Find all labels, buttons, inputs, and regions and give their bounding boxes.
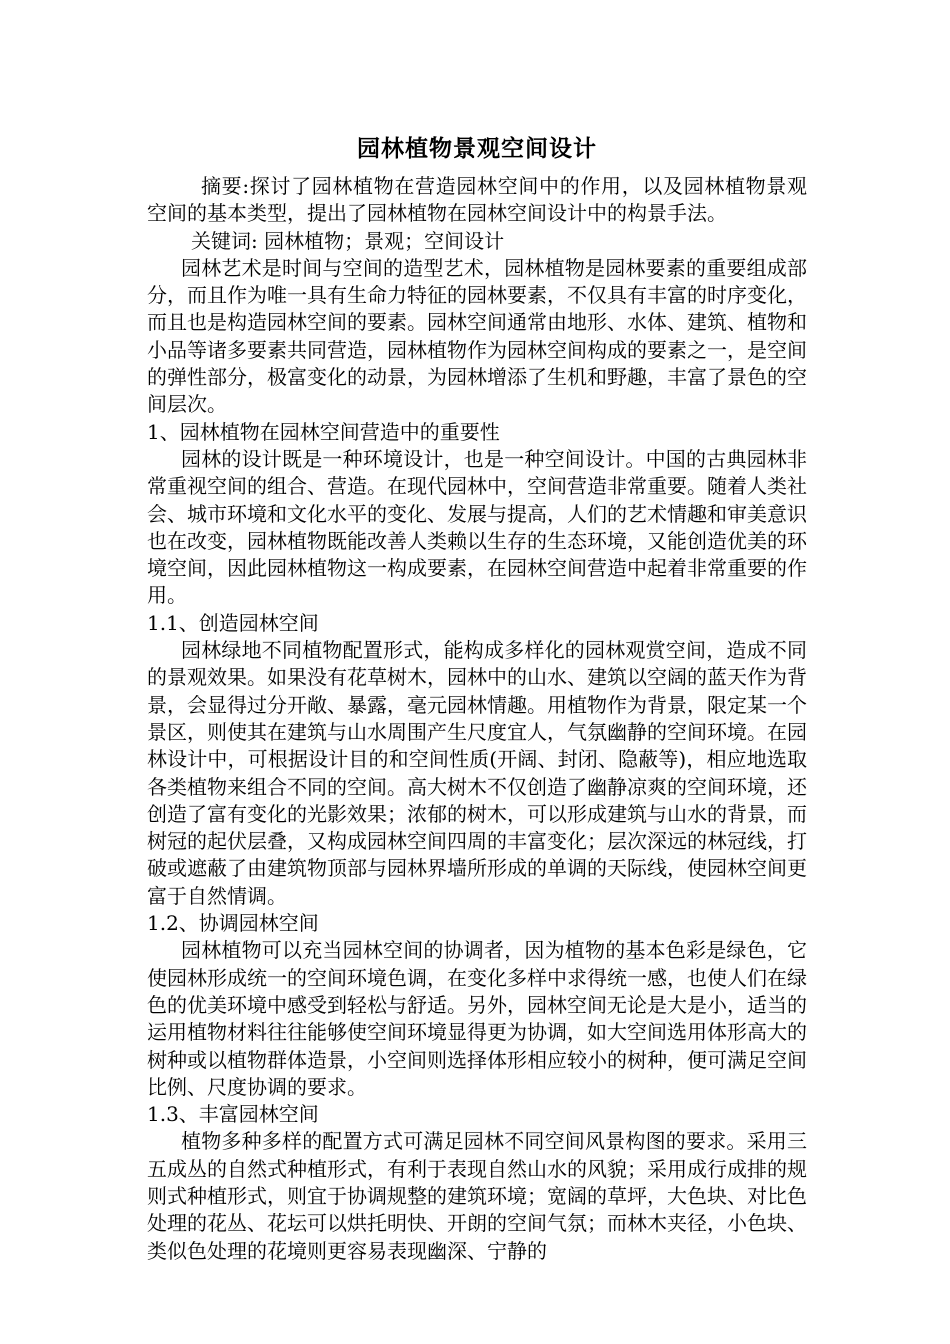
section-1-heading: 1、园林植物在园林空间营造中的重要性	[147, 419, 500, 444]
document-body	[147, 133, 807, 1265]
section-1-2-paragraph: 园林植物可以充当园林空间的协调者，因为植物的基本色彩是绿色，它使园林形成统一的空间环境色调，在变化多样中求得统一感，也使人们在绿色的优美环境中感受到轻松与舒适。另外，园林空间无论是大是小，适当的运用植物材料往往能够使空间环境显得更为协调，如大空间选用体形高大的树种或以植物群体造景，小空间则选择体形相应较小的树种，便可满足空间比例、尺度协调的要求。	[147, 938, 807, 1099]
abstract-label: 摘要:	[201, 174, 250, 198]
keywords-label: 关键词:	[191, 228, 258, 253]
section-1-1-heading: 1.1、创造园林空间	[147, 610, 319, 635]
keywords-text: 园林植物；景观；空间设计	[264, 228, 505, 253]
section-1-2-heading: 1.2、协调园林空间	[147, 911, 319, 936]
section-1-3-paragraph: 植物多种多样的配置方式可满足园林不同空间风景构图的要求。采用三五成丛的自然式种植形式，有利于表现自然山水的风貌；采用成行成排的规则式种植形式，则宜于协调规整的建筑环境；宽阔的草坪，大色块、对比色处理的花丛、花坛可以烘托明快、开朗的空间气氛；而林木夹径，小色块、类似色处理的花境则更容易表现幽深、宁静的	[147, 1129, 807, 1263]
intro-paragraph: 园林艺术是时间与空间的造型艺术，园林植物是园林要素的重要组成部分，而且作为唯一具有生命力特征的园林要素，不仅具有丰富的时序变化，而且也是构造园林空间的要素。园林空间通常由地形、水体、建筑、植物和小品等诸多要素共同营造，园林植物作为园林空间构成的要素之一，是空间的弹性部分，极富变化的动景，为园林增添了生机和野趣，丰富了景色的空间层次。	[147, 255, 807, 417]
section-1-3-heading: 1.3、丰富园林空间	[147, 1102, 319, 1127]
keywords-paragraph	[147, 228, 807, 255]
document-title: 园林植物景观空间设计	[357, 136, 597, 162]
abstract-text: 探讨了园林植物在营造园林空间中的作用，以及园林植物景观空间的基本类型，提出了园林植物在园林空间设计中的构景手法。	[147, 174, 808, 226]
abstract-paragraph	[147, 173, 807, 228]
section-1-1-paragraph: 园林绿地不同植物配置形式，能构成多样化的园林观赏空间，造成不同的景观效果。如果没有花草树木，园林中的山水、建筑以空阔的蓝天作为背景，会显得过分开敞、暴露，毫元园林情趣。用植物作为背景，限定某一个景区，则使其在建筑与山水周围产生尺度宜人，气氛幽静的空间环境。在园林设计中，可根据设计目的和空间性质(开阔、封闭、隐蔽等)，相应地选取各类植物来组合不同的空间。高大树木不仅创造了幽静凉爽的空间环境，还创造了富有变化的光影效果；浓郁的树木，可以形成建筑与山水的背景，而树冠的起伏层叠，又构成园林空间四周的丰富变化；层次深远的林冠线，打破或遮蔽了由建筑物顶部与园林界墙所形成的单调的天际线，使园林空间更富于自然情调。	[147, 638, 807, 908]
section-1-paragraph: 园林的设计既是一种环境设计，也是一种空间设计。中国的古典园林非常重视空间的组合、营造。在现代园林中，空间营造非常重要。随着人类社会、城市环境和文化水平的变化、发展与提高，人们的艺术情趣和审美意识也在改变，园林植物既能改善人类赖以生存的生态环境，又能创造优美的环境空间，因此园林植物这一构成要素，在园林空间营造中起着非常重要的作用。	[147, 446, 807, 608]
